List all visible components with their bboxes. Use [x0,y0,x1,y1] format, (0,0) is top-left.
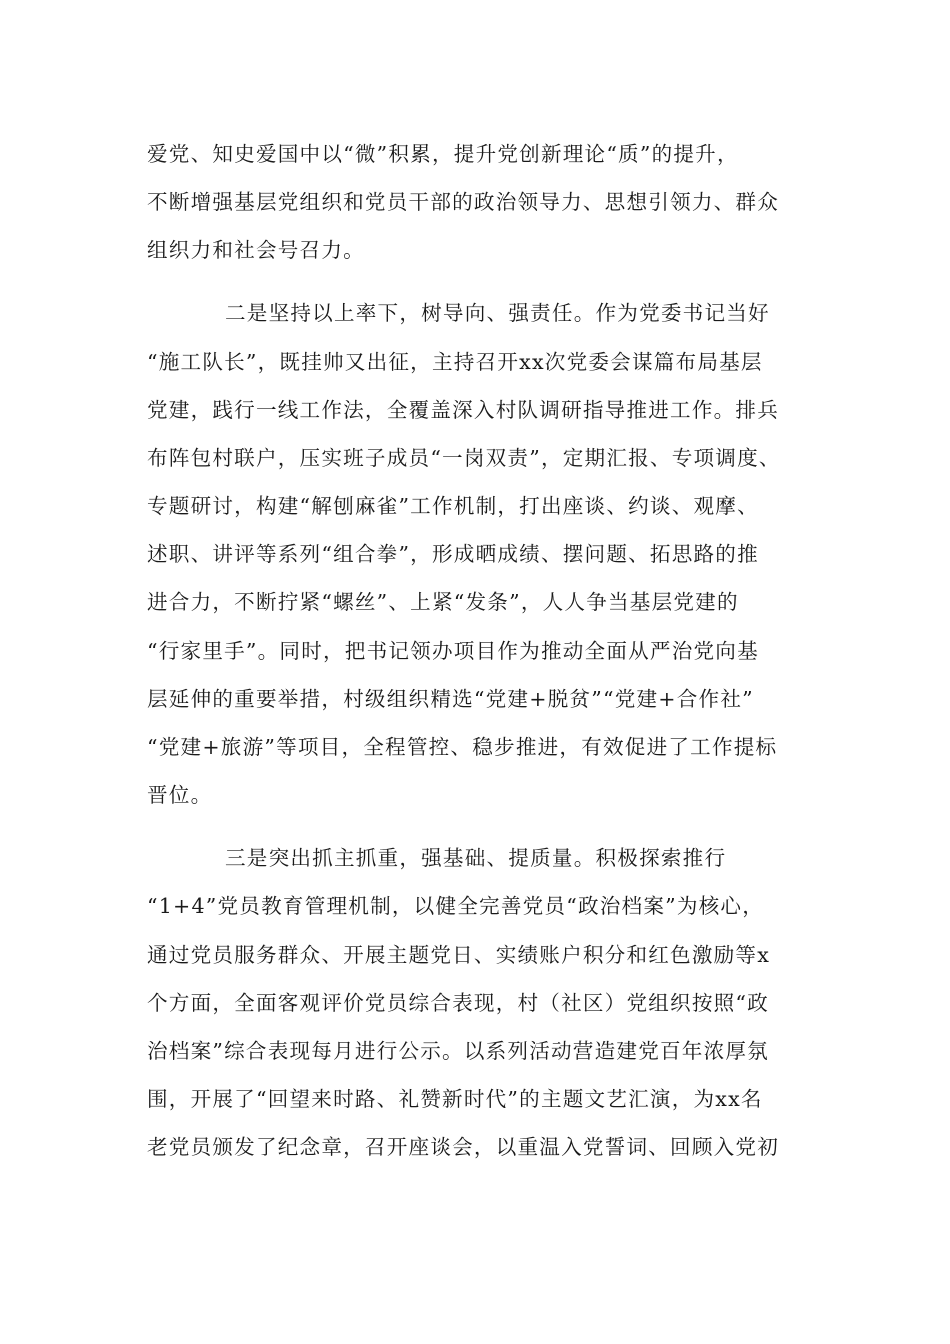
paragraph-line: “党建+旅游”等项目，全程管控、稳步推进，有效促进了工作提标 [147,735,778,760]
paragraph-line: “行家里手”。同时，把书记领办项目作为推动全面从严治党向基 [147,638,759,663]
paragraph-line: 党建，践行一线工作法，全覆盖深入村队调研指导推进工作。排兵 [147,397,780,422]
paragraph-line: 进合力，不断拧紧“螺丝”、上紧“发条”，人人争当基层党建的 [147,590,739,615]
paragraph-line: 组织力和社会号召力。 [147,238,365,263]
paragraph-2 [147,289,807,819]
paragraph-3 [147,834,807,1171]
paragraph-line: 布阵包村联户，压实班子成员“一岗双责”，定期汇报、专项调度、 [147,445,781,470]
paragraph-line: 通过党员服务群众、开展主题党日、实绩账户积分和红色激励等x [147,942,771,967]
paragraph-line: 老党员颁发了纪念章，召开座谈会，以重温入党誓词、回顾入党初 [147,1135,780,1160]
paragraph-line: 专题研讨，构建“解刨麻雀”工作机制，打出座谈、约谈、观摩、 [147,494,759,519]
paragraph-line: 治档案”综合表现每月进行公示。以系列活动营造建党百年浓厚氛 [147,1038,769,1063]
paragraph-line: 层延伸的重要举措，村级组织精选“党建+脱贫”“党建+合作社” [147,686,754,711]
paragraph-first-line: 三是突出抓主抓重，强基础、提质量。积极探索推行 [225,846,727,871]
paragraph-gap [147,819,807,834]
paragraph-line: “施工队长”，既挂帅又出征，主持召开xx次党委会谋篇布局基层 [147,349,763,374]
paragraph-1 [147,130,807,275]
paragraph-line: 不断增强基层党组织和党员干部的政治领导力、思想引领力、群众 [147,190,780,215]
document-body [147,130,807,1172]
paragraph-gap [147,275,807,290]
paragraph-line: “1+4”党员教育管理机制，以健全完善党员“政治档案”为核心， [147,894,765,919]
paragraph-first-line: 二是坚持以上率下，树导向、强责任。作为党委书记当好 [225,301,770,326]
paragraph-line: 个方面，全面客观评价党员综合表现，村（社区）党组织按照“政 [147,990,769,1015]
paragraph-line: 围，开展了“回望来时路、礼赞新时代”的主题文艺汇演，为xx名 [147,1087,763,1112]
paragraph-line: 爱党、知史爱国中以“微”积累，提升党创新理论“质”的提升， [147,142,739,166]
paragraph-line: 晋位。 [147,783,213,808]
paragraph-line: 述职、讲评等系列“组合拳”，形成晒成绩、摆问题、拓思路的推 [147,542,759,567]
